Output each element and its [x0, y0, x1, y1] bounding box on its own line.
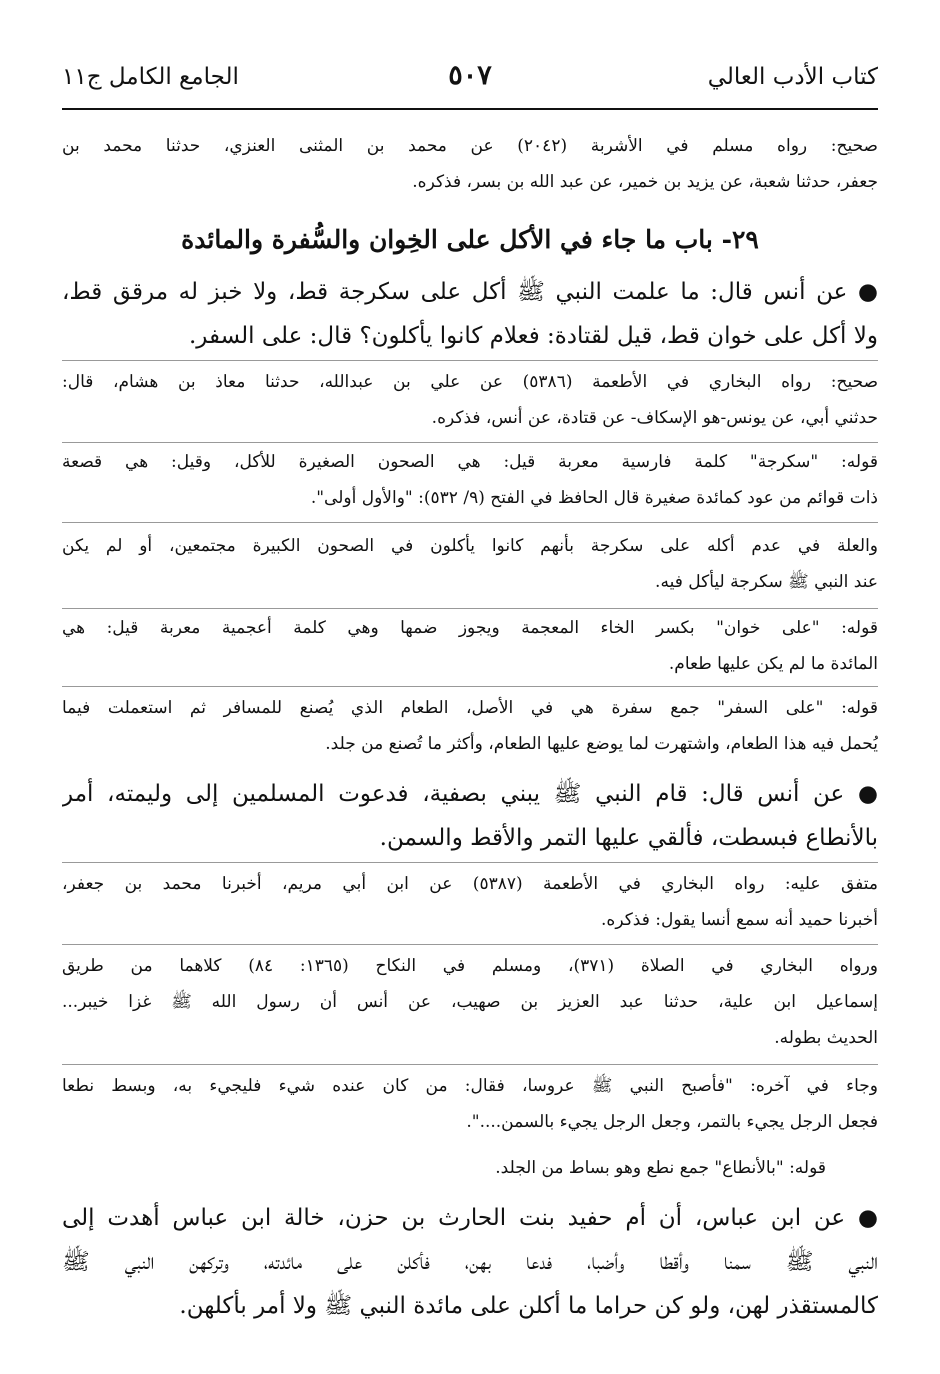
text-line: الحديث بطوله. — [774, 1028, 878, 1048]
text-line: قوله: "سكرجة" كلمة فارسية معربة قيل: هي الصحون الصغيرة للأكل، وقيل: هي قصعة — [62, 452, 878, 472]
commentary — [62, 1150, 878, 1186]
book-title: كتاب الأدب العالي — [707, 64, 878, 90]
text-line: جعفر، حدثنا شعبة، عن يزيد بن خمير، عن عبد الله بن بسر، فذكره. — [412, 172, 878, 192]
text-line: صحيح: رواه البخاري في الأطعمة (٥٣٨٦) عن علي بن عبدالله، حدثنا معاذ بن هشام، قال: — [62, 372, 878, 392]
text-line: فجعل الرجل يجيء بالتمر، وجعل الرجل يجيء بالسمن....". — [466, 1112, 878, 1132]
text-line: ورواه البخاري في الصلاة (٣٧١)، ومسلم في النكاح (١٣٦٥: ٨٤) كلاهما من طريق — [62, 956, 878, 976]
text-line: متفق عليه: رواه البخاري في الأطعمة (٥٣٨٧) عن ابن أبي مريم، أخبرنا محمد بن جعفر، — [62, 874, 878, 894]
text-line: النبي ﷺ سمنا وأقطا وأضبا، فدعا بهن، فأكلن على مائدته، وتركهن النبي ﷺ — [62, 1249, 878, 1275]
divider — [62, 1064, 878, 1065]
text-line: ولا أكل على خوان قط، قيل لقتادة: فعلام كانوا يأكلون؟ قال: على السفر. — [188, 323, 878, 349]
commentary — [62, 1068, 878, 1140]
text-line: يُحمل فيه هذا الطعام، واشتهرت لما يوضع عليها الطعام، وأكثر ما تُصنع من جلد. — [325, 734, 878, 754]
page-number: ٥٠٧ — [448, 60, 492, 91]
text-line: المائدة ما لم يكن عليها طعام. — [668, 654, 878, 674]
hadith-grading — [62, 128, 878, 200]
header-rule — [62, 108, 878, 110]
divider — [62, 442, 878, 443]
text-line: عند النبي ﷺ سكرجة ليأكل فيه. — [655, 572, 878, 592]
divider — [62, 522, 878, 523]
text-line: والعلة في عدم أكله على سكرجة بأنهم كانوا يأكلون في الصحون الكبيرة مجتمعين، أو لم يكن — [62, 536, 878, 556]
divider — [62, 360, 878, 361]
commentary — [62, 948, 878, 1056]
divider — [62, 944, 878, 945]
text-line: قوله: "على السفر" جمع سفرة هي في الأصل، الطعام الذي يُصنع للمسافر ثم استعملت فيما — [62, 698, 878, 718]
commentary — [62, 444, 878, 516]
divider — [62, 608, 878, 609]
hadith-grading — [62, 866, 878, 938]
text-line: إسماعيل ابن علية، حدثنا عبد العزيز بن صهيب، عن أنس أن رسول الله ﷺ غزا خيبر... — [62, 992, 878, 1012]
text-line: صحيح: رواه مسلم في الأشربة (٢٠٤٢) عن محمد بن المثنى العنزي، حدثنا محمد بن — [62, 136, 878, 156]
hadith-text — [62, 772, 878, 860]
text-line: قوله: "بالأنطاع" جمع نطع وهو بساط من الجلد. — [495, 1158, 826, 1178]
hadith-grading — [62, 364, 878, 436]
divider — [62, 862, 878, 863]
text-line: ● عن ابن عباس، أن أم حفيد بنت الحارث بن حزن، خالة ابن عباس أهدت إلى — [62, 1205, 878, 1231]
page-header — [62, 52, 878, 102]
hadith-text — [62, 1196, 878, 1328]
hadith-text — [62, 270, 878, 358]
text-line: بالأنطاع فبسطت، فألقي عليها التمر والأقط والسمن. — [379, 825, 878, 851]
volume-label: الجامع الكامل ج١١ — [62, 64, 239, 90]
text-line: ذات قوائم من عود كمائدة صغيرة قال الحافظ في الفتح (٩/ ٥٣٢): "والأول أولى". — [310, 488, 878, 508]
text-line: ● عن أنس قال: ما علمت النبي ﷺ أكل على سكرجة قط، ولا خبز له مرقق قط، — [62, 279, 878, 305]
text-line: أخبرنا حميد أنه سمع أنسا يقول: فذكره. — [601, 910, 878, 930]
text-line: قوله: "على خوان" بكسر الخاء المعجمة ويجوز ضمها وهي كلمة أعجمية معربة قيل: هي — [62, 618, 878, 638]
text-line: كالمستقذر لهن، ولو كن حراما ما أكلن على مائدة النبي ﷺ ولا أمر بأكلهن. — [179, 1293, 878, 1319]
commentary — [62, 690, 878, 762]
text-line: وجاء في آخره: "فأصبح النبي ﷺ عروسا، فقال: من كان عنده شيء فليجيء به، وبسط نطعا — [62, 1076, 878, 1096]
commentary — [62, 528, 878, 600]
chapter-title — [62, 218, 878, 262]
divider — [62, 686, 878, 687]
commentary — [62, 610, 878, 682]
chapter-title-text: ٢٩- باب ما جاء في الأكل على الخِوان والسُّفرة والمائدة — [181, 225, 759, 254]
text-line: ● عن أنس قال: قام النبي ﷺ يبني بصفية، فدعوت المسلمين إلى وليمته، أمر — [62, 781, 878, 807]
text-line: حدثني أبي، عن يونس-هو الإسكاف- عن قتادة، عن أنس، فذكره. — [431, 408, 878, 428]
